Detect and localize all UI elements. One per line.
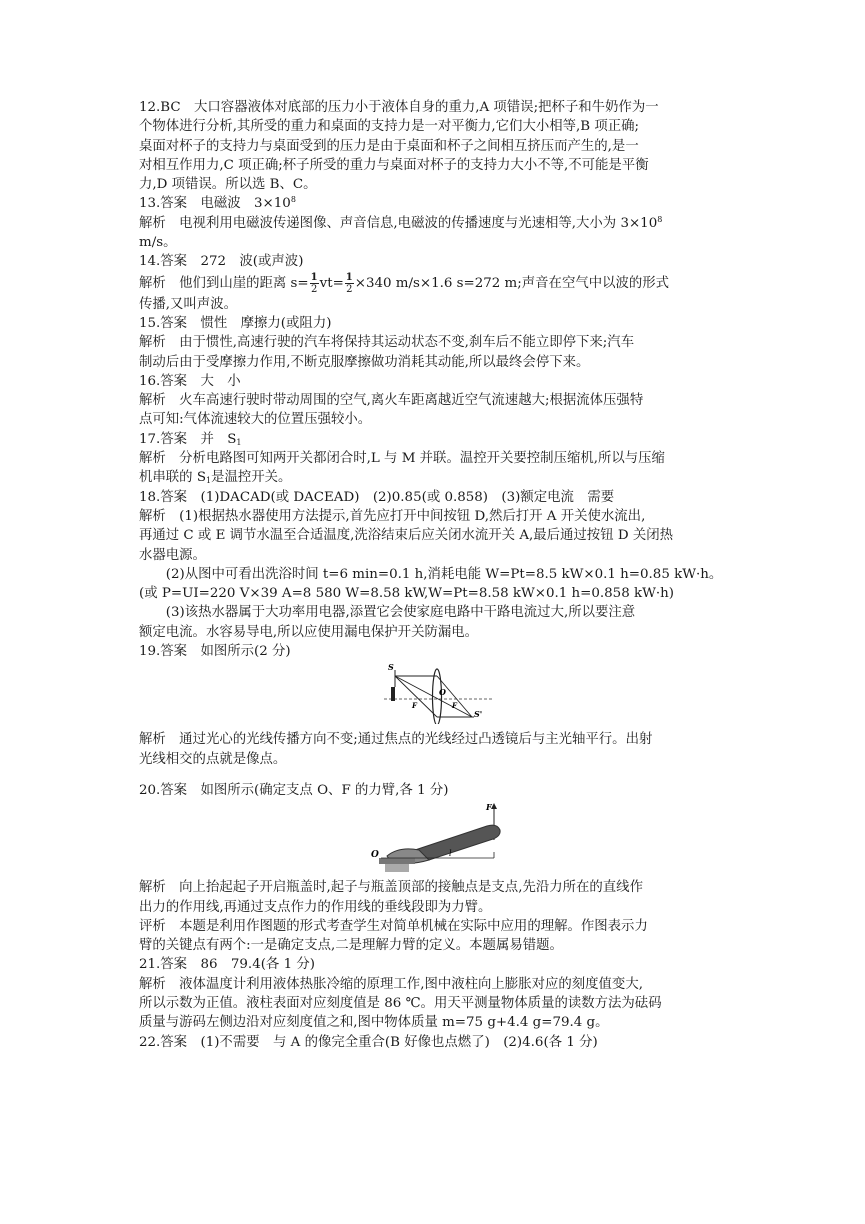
q19-line: 光线相交的点就是像点。: [139, 751, 287, 767]
label-f: F: [486, 802, 492, 813]
label-f-left: F: [412, 701, 417, 711]
q17-answer: 17.答案 并 $S_1$: [139, 431, 242, 447]
q16-line: 点可知:气体流速较大的位置压强较小。: [139, 412, 372, 428]
q18-line: 再通过 C 或 E 调节水温至合适温度,洗浴结束后应关闭水流开关 A,最后通过按钮 D 关闭热: [139, 528, 674, 544]
q20-line: 出力的作用线,再通过支点作力的作用线的垂线段即为力臂。: [139, 899, 492, 915]
q18-line: 水器电源。: [139, 547, 206, 563]
q12-line: 对相互作用力,C 项正确;杯子所受的重力与桌面对杯子的支持力大小不等,不可能是平衡: [139, 157, 649, 173]
q19-answer: 19.答案 如图所示(2 分): [139, 644, 291, 660]
fraction-half: $\frac{1}{2}$: [345, 271, 353, 295]
q15-line: 解析 由于惯性,高速行驶的汽车将保持其运动状态不变,刹车后不能立即停下来;汽车: [139, 335, 635, 351]
q18-line: (3)该热水器属于大功率用电器,添置它会使家庭电路中干路电流过大,所以要注意: [165, 605, 636, 621]
label-l: l: [449, 849, 452, 859]
fraction-half: $\frac{1}{2}$: [310, 271, 318, 295]
q18-line: (2)从图中可看出洗浴时间 t=6 min=0.1 h,消耗电能 W=Pt=8.5 kW×0.1 h=0.85 kW·h。: [165, 566, 723, 582]
q15-line: 制动后由于受摩擦力作用,不断克服摩擦做功消耗其动能,所以最终会停下来。: [139, 354, 590, 370]
q20-line: 评析 本题是利用作图题的形式考查学生对简单机械在实际中应用的理解。作图表示力: [139, 918, 648, 934]
q17-block: [139, 430, 739, 488]
q13-block: [139, 194, 739, 252]
q16-line: 解析 火车高速行驶时带动周围的空气,离火车距离越近空气流速越大;根据流体压强特: [139, 393, 644, 409]
q14-answer: 14.答案 272 波(或声波): [139, 254, 304, 270]
q18-line: 解析 (1)根据热水器使用方法提示,首先应打开中间按钮 D,然后打开 A 开关使水流出,: [139, 508, 646, 524]
q13-answer: 13.答案 电磁波 $3\times 10^8$: [139, 195, 296, 212]
lever-figure: [369, 800, 509, 872]
q18-line: (或 P=UI=220 V×39 A=8 580 W=8.58 kW,W=Pt=8.58 kW×0.1 h=0.858 kW·h): [139, 586, 674, 602]
lens-ray-diagram: [382, 662, 492, 724]
q13-explanation-cont: m/s。: [139, 235, 177, 251]
q21-line: 所以示数为正值。液柱表面对应刻度值是 86 ℃。用天平测量物体质量的读数方法为砝码: [139, 995, 662, 1011]
q18-line: 额定电流。水容易导电,所以应使用漏电保护开关防漏电。: [139, 624, 479, 640]
q13-explanation: 解析 电视利用电磁波传递图像、声音信息,电磁波的传播速度与光速相等,大小为 $3\times 10^8$: [139, 214, 663, 231]
q15-block: [139, 314, 739, 372]
q20-line: 臂的关键点有两个:一是确定支点,二是理解力臂的定义。本题属易错题。: [139, 938, 563, 954]
label-f-right: F: [452, 701, 457, 711]
q18-block: [139, 488, 739, 642]
q14-explanation: 解析 他们到山崖的距离 s= $\frac{1}{2}$ vt= $\frac{1}{2}$ ×340 m/s×1.6 s=272 m;声音在空气中以波的形式: [139, 271, 670, 295]
q20-answer: 20.答案 如图所示(确定支点 O、F 的力臂,各 1 分): [139, 782, 449, 798]
q12-line: 12.BC 大口容器液体对底部的压力小于液体自身的重力,A 项错误;把杯子和牛奶作为一: [139, 100, 659, 115]
q19-line: 解析 通过光心的光线传播方向不变;通过焦点的光线经过凸透镜后与主光轴平行。出射: [139, 732, 653, 748]
q12-line: 力,D 项错误。所以选 B、C。: [139, 177, 317, 193]
q21-line: 解析 液体温度计利用液体热胀冷缩的原理工作,图中液柱向上膨胀对应的刻度值变大,: [139, 976, 643, 992]
convex-lens-figure: [382, 662, 492, 724]
q20-block: [139, 781, 739, 955]
q22-block: [139, 1033, 739, 1052]
force-arrowhead: [491, 803, 497, 809]
label-s: S: [388, 662, 394, 673]
label-s-image: S': [474, 709, 483, 720]
q12-block: [139, 98, 739, 194]
q21-line: 质量与游码左侧边沿对应刻度值之和,图中物体质量 m=75 g+4.4 g=79.4 g。: [139, 1015, 609, 1031]
q17-line: 解析 分析电路图可知两开关都闭合时,L 与 M 并联。温控开关要控制压缩机,所以与压缩: [139, 451, 665, 467]
answer-page: [139, 98, 739, 1052]
label-o: O: [371, 850, 379, 861]
q21-answer: 21.答案 86 79.4(各 1 分): [139, 957, 315, 973]
ray-through-focus: [395, 676, 437, 717]
q20-line: 解析 向上抬起起子开启瓶盖时,起子与瓶盖顶部的接触点是支点,先沿力所在的直线作: [139, 880, 643, 896]
q19-block: [139, 642, 739, 769]
bottle-cap: [379, 858, 415, 864]
label-o: O: [439, 687, 446, 698]
q16-block: [139, 372, 739, 430]
q17-line: 机串联的 $S_1$是温控开关。: [139, 470, 292, 486]
q18-answer: 18.答案 (1)DACAD(或 DACEAD) (2)0.85(或 0.858) (3)额定电流 需要: [139, 489, 615, 505]
q21-block: [139, 955, 739, 1032]
bottle-neck: [385, 864, 409, 872]
q12-line: 桌面对杯子的支持力与桌面受到的压力是由于桌面和杯子之间相互挤压而产生的,是一: [139, 138, 639, 154]
q22-answer: 22.答案 (1)不需要 与 A 的像完全重合(B 好像也点燃了) (2)4.6(各 1 分): [139, 1034, 598, 1050]
q14-explanation-cont: 传播,又叫声波。: [139, 296, 237, 312]
q15-answer: 15.答案 惯性 摩擦力(或阻力): [139, 315, 332, 331]
object-candle: [391, 687, 395, 701]
q16-answer: 16.答案 大 小: [139, 373, 241, 389]
q12-line: 个物体进行分析,其所受的重力和桌面的支持力是一对平衡力,它们大小相等,B 项正确;: [139, 119, 640, 135]
bottle-opener-diagram: [369, 800, 509, 872]
q14-block: [139, 252, 739, 314]
